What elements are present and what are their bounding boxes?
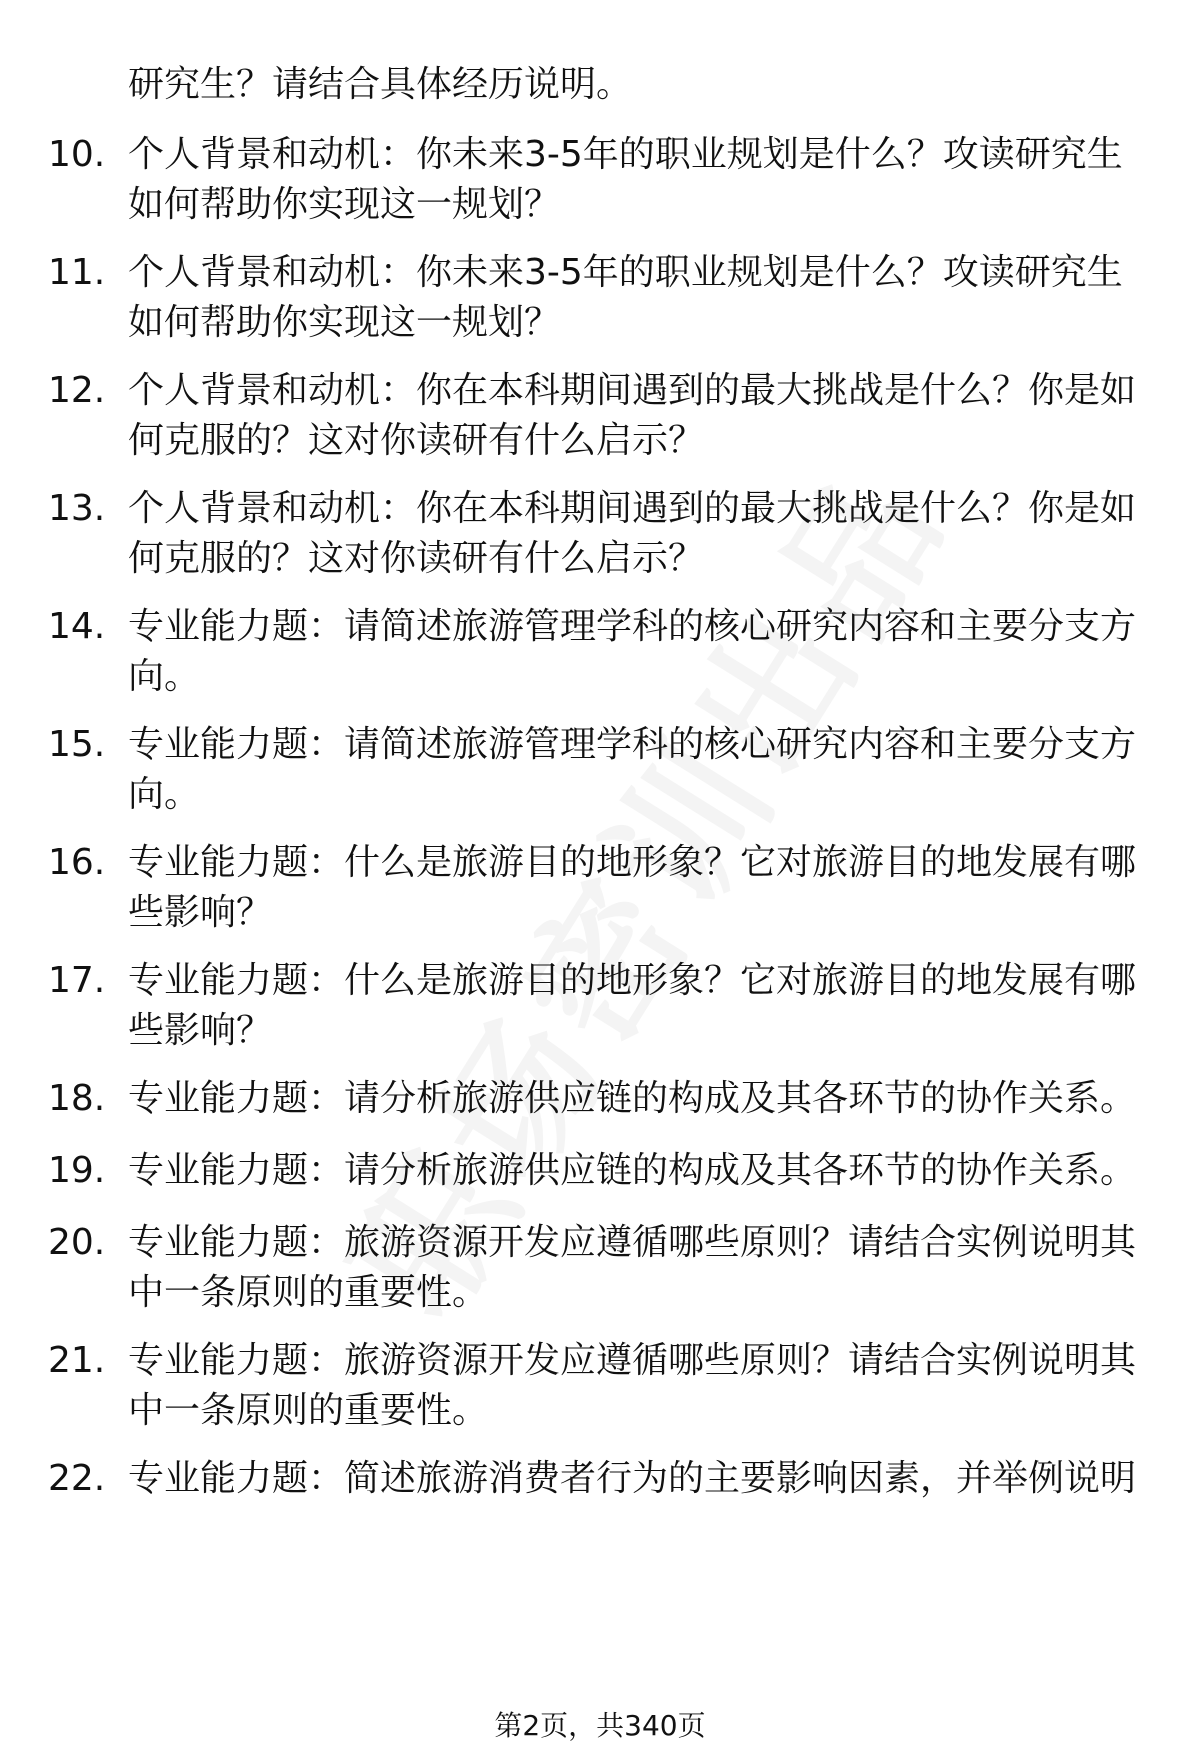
item-number: 14. bbox=[48, 606, 106, 647]
item-text: 个人背景和动机：你未来3-5年的职业规划是什么？攻读研究生如何帮助你实现这一规划？ bbox=[128, 252, 1123, 343]
item-number: 17. bbox=[48, 960, 106, 1001]
item-text: 专业能力题：旅游资源开发应遵循哪些原则？请结合实例说明其中一条原则的重要性。 bbox=[128, 1222, 1137, 1313]
item-number: 12. bbox=[48, 370, 106, 411]
item-number: 13. bbox=[48, 488, 106, 529]
item-number: 21. bbox=[48, 1340, 106, 1381]
item-number: 10. bbox=[48, 134, 106, 175]
item-text: 专业能力题：请分析旅游供应链的构成及其各环节的协作关系。 bbox=[128, 1078, 1137, 1119]
page-footer: 第2页，共340页 bbox=[494, 1709, 706, 1742]
item-text: 个人背景和动机：你在本科期间遇到的最大挑战是什么？你是如何克服的？这对你读研有什么启示？ bbox=[128, 370, 1137, 461]
item-number: 19. bbox=[48, 1150, 106, 1191]
item-text: 专业能力题：请简述旅游管理学科的核心研究内容和主要分支方向。 bbox=[128, 724, 1137, 815]
item-text: 专业能力题：什么是旅游目的地形象？它对旅游目的地发展有哪些影响？ bbox=[128, 960, 1137, 1051]
item-text: 个人背景和动机：你未来3-5年的职业规划是什么？攻读研究生如何帮助你实现这一规划？ bbox=[128, 134, 1123, 225]
item-text: 专业能力题：请简述旅游管理学科的核心研究内容和主要分支方向。 bbox=[128, 606, 1137, 697]
continuation-text: 研究生？请结合具体经历说明。 bbox=[128, 64, 633, 105]
item-number: 18. bbox=[48, 1078, 106, 1119]
item-number: 20. bbox=[48, 1222, 106, 1263]
item-number: 15. bbox=[48, 724, 106, 765]
item-number: 22. bbox=[48, 1458, 106, 1499]
item-number: 11. bbox=[48, 252, 106, 293]
item-text: 专业能力题：旅游资源开发应遵循哪些原则？请结合实例说明其中一条原则的重要性。 bbox=[128, 1340, 1137, 1431]
item-number: 16. bbox=[48, 842, 106, 883]
item-text: 个人背景和动机：你在本科期间遇到的最大挑战是什么？你是如何克服的？这对你读研有什么启示？ bbox=[128, 488, 1137, 579]
item-text: 专业能力题：请分析旅游供应链的构成及其各环节的协作关系。 bbox=[128, 1150, 1137, 1191]
item-text: 专业能力题：简述旅游消费者行为的主要影响因素，并举例说明 bbox=[128, 1458, 1137, 1499]
item-text: 专业能力题：什么是旅游目的地形象？它对旅游目的地发展有哪些影响？ bbox=[128, 842, 1137, 933]
